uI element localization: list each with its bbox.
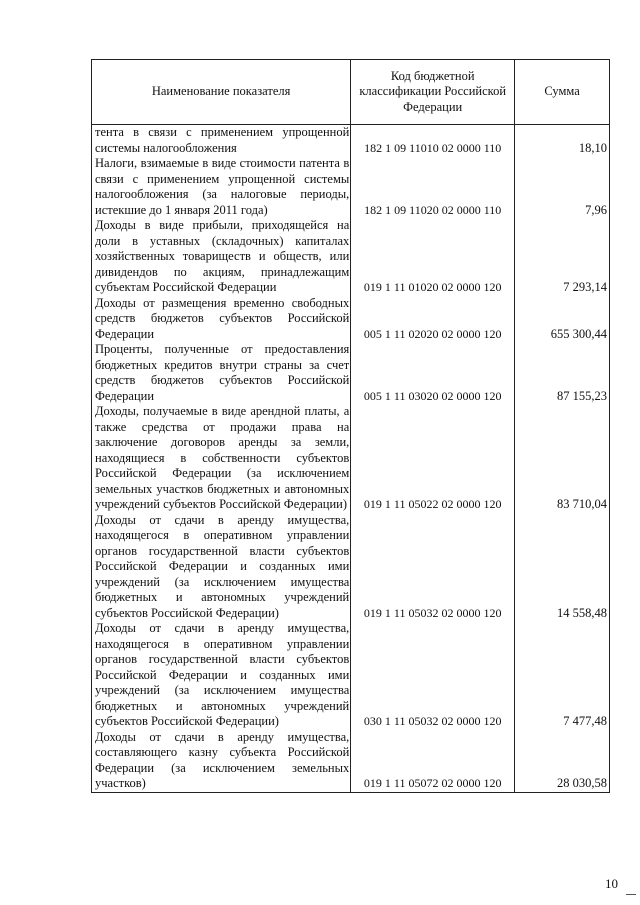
row-budget-code: 019 1 11 05072 02 0000 120 [351, 730, 515, 793]
row-budget-code: 030 1 11 05032 02 0000 120 [351, 621, 515, 730]
table-row [92, 125, 610, 157]
row-indicator-name: Проценты, полученные от предоставления бюджетных кредитов внутри страны за счет средств бюджетов субъектов Российской Федерации [92, 342, 351, 404]
row-sum: 7 293,14 [515, 218, 610, 296]
row-sum: 655 300,44 [515, 296, 610, 343]
row-budget-code: 005 1 11 02020 02 0000 120 [351, 296, 515, 343]
header-budget-code: Код бюджетной классификации Российской Федерации [351, 60, 515, 125]
page-number: 10 [605, 876, 618, 891]
row-sum: 14 558,48 [515, 513, 610, 622]
table-row [92, 621, 610, 730]
row-budget-code: 019 1 11 05032 02 0000 120 [351, 513, 515, 622]
table-row [92, 156, 610, 218]
budget-revenue-table [91, 59, 610, 793]
table-row [92, 513, 610, 622]
row-sum: 18,10 [515, 125, 610, 157]
row-budget-code: 019 1 11 05022 02 0000 120 [351, 404, 515, 513]
row-sum: 7 477,48 [515, 621, 610, 730]
table-row [92, 342, 610, 404]
row-indicator-name: Доходы от сдачи в аренду имущества, находящегося в оперативном управлении органов государственной власти субъектов Российской Федерации и созданных ими учреждений (за исключением имущества бюджетных и автономных учреждений субъектов Российской Федерации) [92, 621, 351, 730]
row-indicator-name: Налоги, взимаемые в виде стоимости патента в связи с применением упрощенной системы налогообложения (за налоговые периоды, истекшие до 1 января 2011 года) [92, 156, 351, 218]
row-sum: 7,96 [515, 156, 610, 218]
page-corner-rule [626, 894, 636, 895]
row-budget-code: 182 1 09 11020 02 0000 110 [351, 156, 515, 218]
row-budget-code: 005 1 11 03020 02 0000 120 [351, 342, 515, 404]
row-indicator-name: Доходы от сдачи в аренду имущества, находящегося в оперативном управлении органов государственной власти субъектов Российской Федерации и созданных ими учреждений (за исключением имущества бюджетных и автономных учреждений субъектов Российской Федерации) [92, 513, 351, 622]
header-sum: Сумма [515, 60, 610, 125]
row-indicator-name: Доходы от сдачи в аренду имущества, составляющего казну субъекта Российской Федерации (за исключением земельных участков) [92, 730, 351, 793]
table-row [92, 730, 610, 793]
row-budget-code: 019 1 11 01020 02 0000 120 [351, 218, 515, 296]
row-budget-code: 182 1 09 11010 02 0000 110 [351, 125, 515, 157]
row-indicator-name: тента в связи с применением упрощенной системы налогообложения [92, 125, 351, 157]
row-sum: 83 710,04 [515, 404, 610, 513]
row-indicator-name: Доходы от размещения временно свободных средств бюджетов субъектов Российской Федерации [92, 296, 351, 343]
table-header-row [92, 60, 610, 125]
row-indicator-name: Доходы в виде прибыли, приходящейся на доли в уставных (складочных) капиталах хозяйственных товариществ и обществ, или дивидендов по акциям, принадлежащим субъектам Российской Федерации [92, 218, 351, 296]
row-indicator-name: Доходы, получаемые в виде арендной платы, а также средства от продажи права на заключение договоров аренды за земли, находящиеся в собственности субъектов Российской Федерации (за исключением земельных участков бюджетных и автономных учреждений субъектов Российской Федерации) [92, 404, 351, 513]
table-row [92, 404, 610, 513]
header-indicator-name: Наименование показателя [92, 60, 351, 125]
table-row [92, 296, 610, 343]
table-row [92, 218, 610, 296]
row-sum: 28 030,58 [515, 730, 610, 793]
row-sum: 87 155,23 [515, 342, 610, 404]
